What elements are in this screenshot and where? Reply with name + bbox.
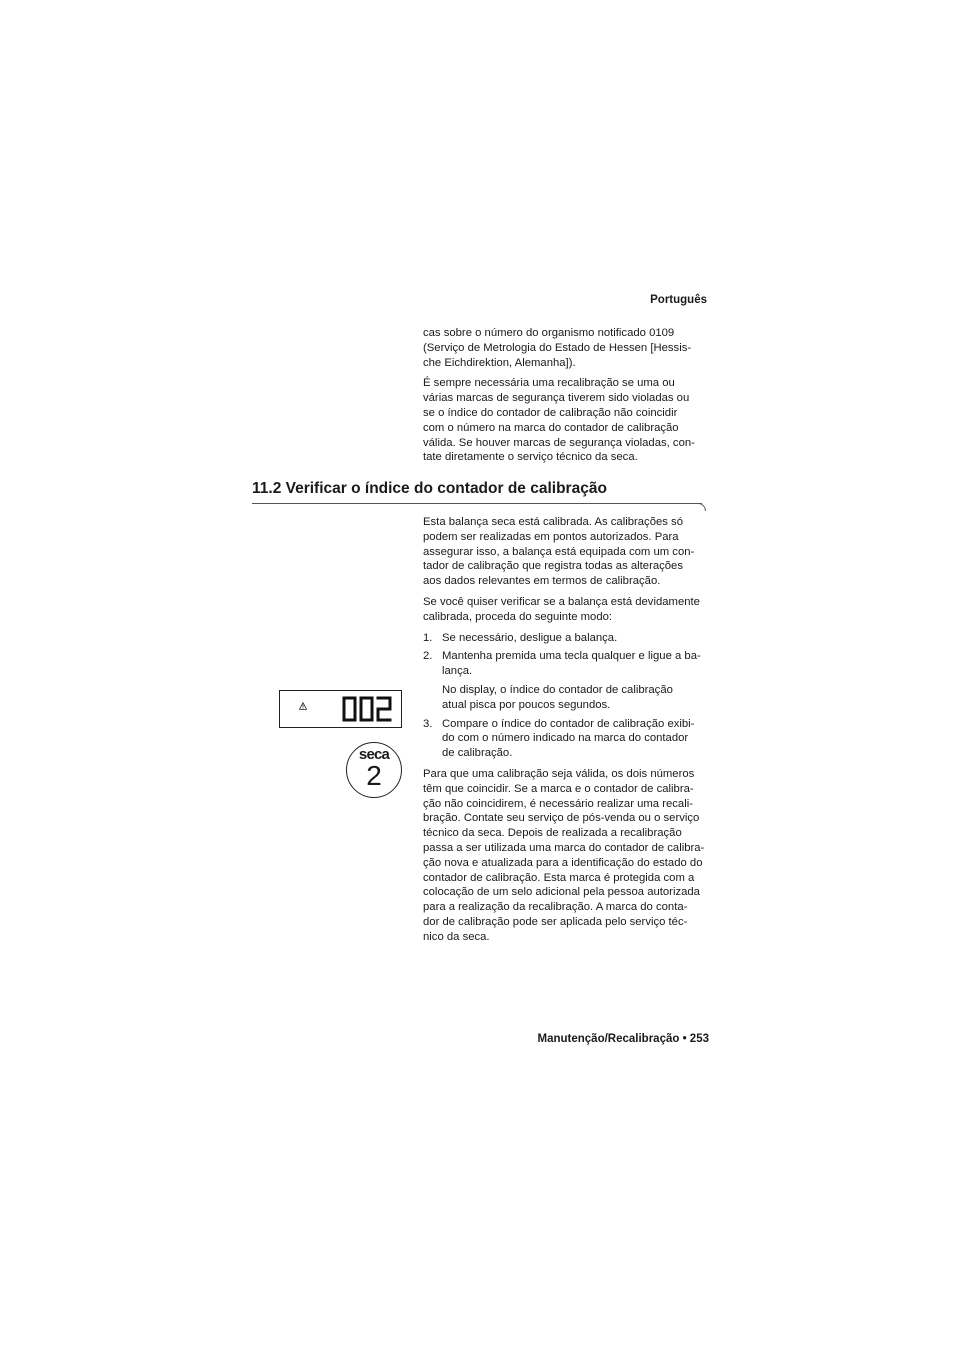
section-body: [423, 515, 711, 945]
step-note: No display, o índice do contador de calibração atual pisca por poucos segundos.: [442, 683, 673, 711]
heading-rule-hook: [697, 503, 706, 511]
page-footer: Manutenção/Recalibração • 253: [537, 1033, 709, 1045]
intro-text: [423, 326, 711, 465]
seal-brand-logo: seca: [358, 746, 390, 763]
section-heading: 11.2 Verificar o índice do contador de calibração: [252, 480, 607, 497]
body-paragraph-3: Para que uma calibração seja válida, os dois números têm que coincidir. Se a marca e o contador de calibra- ção não coincidirem, é necessário realizar uma recali- bração. Contate seu serviço de pós-venda ou o serviço técnico da seca. Depois de realizada a recalibração passa a ser utilizada uma marca do contador de calibra- ção nova e atualizada para a identificação do estado do contador de calibração. Esta marca é protegida com a colocação de um selo adicional pela pessoa autorizada para a realização da recalibração. A marca do conta- dor de calibração pode ser aplicada pelo serviço téc- nico da seca.: [423, 767, 705, 943]
step-item: 2. Mantenha premida uma tecla qualquer e ligue a ba- lança.: [423, 650, 701, 678]
heading-rule: [252, 503, 702, 504]
scale-display: [279, 690, 402, 728]
seal-number: 2: [366, 760, 382, 791]
language-label: Português: [650, 294, 707, 306]
step-item: 3. Compare o índice do contador de calibração exibi- do com o número indicado na marca do contador de calibração.: [423, 717, 695, 760]
body-paragraph-2: Se você quiser verificar se a balança está devidamente calibrada, proceda do seguinte modo:: [423, 595, 700, 623]
intro-paragraph-2: É sempre necessária uma recalibração se uma ou várias marcas de segurança tiverem sido violadas ou se o índice do contador de calibração não coincidir com o número na marca do contador de calibração válida. Se houver marcas de segurança violadas, con- tate diretamente o serviço técnico da seca.: [423, 377, 695, 464]
warning-triangle-icon: [299, 702, 307, 710]
body-paragraph-1: Esta balança seca está calibrada. As calibrações só podem ser realizadas em pontos autorizados. Para assegurar isso, a balança está equipada com um con- tador de calibração que registra todas as alterações aos dados relevantes em termos de calibração.: [423, 516, 695, 588]
intro-paragraph-1: cas sobre o número do organismo notificado 0109 (Serviço de Metrologia do Estado de Hessen [Hessis- che Eichdirektion, Alemanha]).: [423, 327, 692, 369]
step-item: 1. Se necessário, desligue a balança.: [423, 631, 618, 644]
display-digits: [342, 696, 394, 722]
calibration-seal: [346, 742, 402, 798]
